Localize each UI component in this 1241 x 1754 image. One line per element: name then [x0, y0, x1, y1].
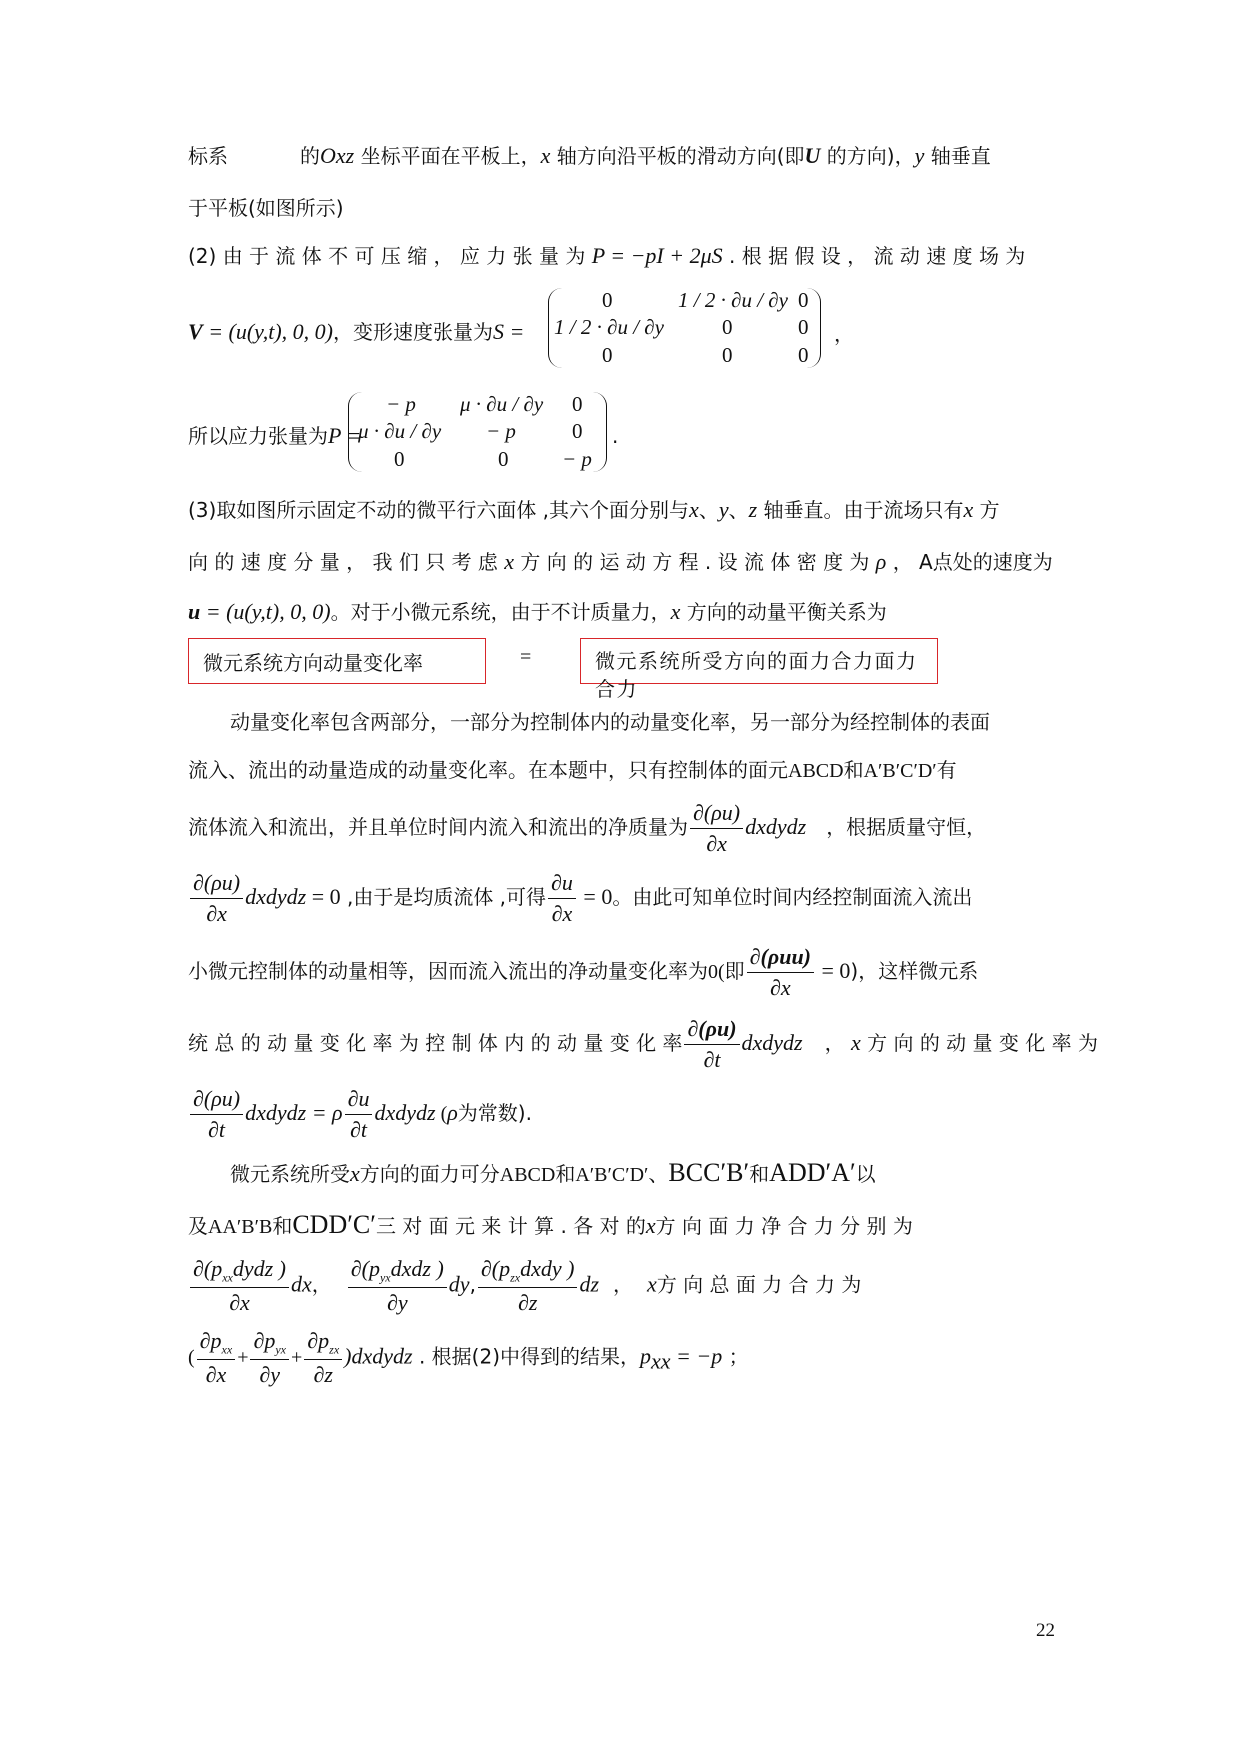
text-line-12 — [188, 870, 972, 927]
text: 。对于小微元系统，由于不计质量力， — [330, 600, 671, 624]
fraction — [348, 1256, 447, 1316]
denominator: ∂x — [206, 901, 227, 926]
denominator: ∂t — [208, 1117, 226, 1142]
math-U: U — [804, 143, 821, 168]
text: ； — [722, 1344, 749, 1369]
text: 为常数). — [457, 1101, 532, 1125]
math-equals-zero: = 0 — [577, 884, 613, 909]
fraction — [345, 1086, 373, 1143]
text: 、 — [648, 1162, 669, 1186]
text: . 根 据 假 设 ， 流 动 速 度 场 为 — [722, 244, 1026, 268]
math-rho: ρ — [875, 549, 887, 574]
text-line-18 — [188, 1256, 861, 1316]
matrix-S — [554, 286, 820, 372]
math-face: AA′B′B — [208, 1216, 273, 1238]
text: ， — [834, 322, 854, 346]
text-line-2: 于平板(如图所示) — [188, 196, 344, 220]
text: ，变形速度张量为 — [333, 320, 494, 344]
text: 。由此可知单位时间内经控制面流入流出 — [612, 885, 973, 909]
denominator: ∂x — [551, 901, 573, 926]
text: ,由于是均质流体 ,可得 — [340, 885, 547, 909]
subscript: xx — [221, 1342, 233, 1357]
text: 流体流入和流出，并且单位时间内流入和流出的净质量为 — [188, 815, 688, 839]
equals-sign: = — [520, 646, 532, 668]
numerator: ∂(ρu) — [690, 800, 743, 829]
math-face-abcd: ABCD — [788, 760, 844, 782]
math-face: A′B′C′D′ — [575, 1164, 649, 1186]
math-differential: dxdydz — [741, 1030, 803, 1055]
subscript: xx — [222, 1270, 233, 1285]
text: ，根据质量守恒， — [826, 815, 987, 839]
math-face-abcd-prime: A′B′C′D′ — [863, 760, 937, 782]
text: 及 — [188, 1214, 208, 1238]
math-x: x — [504, 549, 515, 574]
denominator: ∂x — [229, 1290, 250, 1316]
text: 方 — [973, 498, 1000, 522]
text: 微元系统所受 — [230, 1162, 350, 1186]
matrix-cell: 1 / 2 · ∂u / ∂y — [678, 288, 788, 312]
text-line-6 — [188, 494, 1000, 523]
numerator: ∂p — [199, 1328, 222, 1353]
numerator: ∂u — [548, 870, 576, 899]
math-x: x — [670, 599, 681, 624]
numerator: ∂(ρu) — [190, 1086, 243, 1115]
math-z: z — [748, 497, 758, 522]
text: 和 — [272, 1214, 293, 1238]
fraction — [690, 800, 743, 857]
text-line-16 — [230, 1158, 876, 1188]
math-x: x — [645, 1213, 656, 1238]
matrix-P — [358, 390, 598, 476]
math-x: x — [350, 1161, 360, 1186]
text-line-9: 动量变化率包含两部分，一部分为控制体内的动量变化率，另一部分为经控制体的表面 — [230, 710, 990, 734]
text: 0(即 — [708, 961, 745, 983]
subscript: yx — [379, 1270, 391, 1285]
text: 和 — [749, 1162, 770, 1186]
text-line-13 — [188, 944, 978, 1001]
matrix-cell: − p — [562, 447, 592, 471]
fraction — [304, 1328, 342, 1388]
math-differential: dxdydz — [245, 1100, 307, 1125]
text: 以 — [855, 1162, 876, 1186]
fraction — [190, 1256, 289, 1316]
fraction — [684, 1016, 739, 1073]
text: + — [291, 1346, 303, 1369]
text: , — [469, 1272, 476, 1297]
text: ， — [824, 1031, 851, 1055]
fraction — [197, 1328, 236, 1388]
matrix-cell: 0 — [798, 343, 809, 367]
matrix-cell: 0 — [394, 447, 405, 471]
text: 方 向 的 动 量 变 化 率 为 — [860, 1031, 1098, 1055]
text-line-15 — [188, 1086, 532, 1143]
text-line-10 — [188, 754, 957, 783]
math-p: p — [640, 1343, 651, 1369]
math-x: x — [963, 497, 974, 522]
matrix-cell: 1 / 2 · ∂u / ∂y — [554, 315, 664, 339]
matrix-cell: 0 — [798, 315, 809, 339]
math-equals-zero: = 0 — [816, 958, 851, 983]
denominator: ∂y — [259, 1362, 281, 1388]
textbox-surface-force — [580, 638, 938, 701]
math-differential: dxdydz — [374, 1100, 436, 1125]
math-equals-zero: = 0 — [306, 884, 341, 909]
text-line-8 — [188, 596, 887, 625]
denominator: ∂x — [770, 975, 791, 1000]
text: ， — [613, 1272, 634, 1297]
denominator: ∂z — [313, 1362, 333, 1388]
text: 统 总 的 动 量 变 化 率 为 控 制 体 内 的 动 量 变 化 率 — [188, 1031, 683, 1055]
numerator: ∂(ρu) — [190, 870, 243, 899]
text: 坐标平面在平板上， — [354, 144, 541, 168]
text-line-3 — [188, 240, 1025, 269]
numerator: dydz ) — [232, 1256, 287, 1281]
text: 方向的动量平衡关系为 — [680, 600, 887, 624]
matrix-cell: 0 — [498, 447, 509, 471]
text: ， A点处的速度为 — [886, 550, 1053, 574]
numerator: ∂u — [345, 1086, 373, 1115]
numerator: ∂p — [307, 1328, 330, 1353]
text: 轴垂直。由于流场只有 — [757, 498, 964, 522]
text: 三 对 面 元 来 计 算 . 各 对 的 — [375, 1214, 646, 1238]
denominator: ∂x — [205, 1362, 227, 1388]
numerator: ∂(p — [480, 1256, 511, 1281]
fraction — [250, 1328, 289, 1388]
text-line-7 — [188, 546, 1053, 575]
math-face: CDD′C′ — [292, 1210, 376, 1239]
subscript: yx — [275, 1342, 287, 1357]
math-y: y — [718, 497, 729, 522]
math-x: x — [850, 1030, 861, 1055]
math-face: ADD′A′ — [769, 1158, 856, 1187]
denominator: ∂z — [517, 1290, 538, 1316]
math-V: V — [188, 319, 203, 344]
math-u-vector: u — [188, 599, 201, 624]
fraction — [548, 870, 576, 927]
denominator: ∂t — [350, 1117, 368, 1142]
matrix-cell: 0 — [798, 288, 809, 312]
matrix-cell: 0 — [722, 315, 733, 339]
text: 方 向 总 面 力 合 力 为 — [656, 1272, 862, 1297]
text: . — [612, 424, 619, 448]
math-equals: = — [504, 319, 525, 344]
subscript: zx — [510, 1270, 521, 1285]
numerator: ∂(p — [193, 1256, 223, 1281]
math-equals: = −p — [670, 1343, 723, 1369]
fraction — [190, 1086, 243, 1143]
text: 向 的 速 度 分 量 ， 我 们 只 考 虑 — [188, 550, 505, 574]
text-line-1 — [188, 140, 991, 169]
text-line-11 — [188, 800, 986, 857]
matrix-cell: 0 — [602, 288, 613, 312]
math-velocity-field: = (u(y,t), 0, 0) — [202, 319, 334, 344]
math-x: x — [647, 1271, 657, 1297]
text: (2) 由 于 流 体 不 可 压 缩 ， 应 力 张 量 为 — [188, 244, 592, 268]
text: 方 向 的 运 动 方 程 . 设 流 体 密 度 为 — [514, 550, 876, 574]
numerator: ∂(p — [350, 1256, 380, 1281]
math-stress-tensor: P = −pI + 2μS — [591, 243, 723, 268]
math-P: P — [328, 423, 342, 448]
page-number: 22 — [1036, 1620, 1055, 1641]
text: 的 — [300, 144, 320, 168]
fraction — [478, 1256, 578, 1316]
numerator: ∂(ρuu) — [747, 944, 814, 973]
text: ( — [188, 1346, 195, 1369]
text-line-5 — [188, 420, 361, 449]
text: (3)取如图所示固定不动的微平行六面体 ,其六个面分别与 — [188, 498, 690, 522]
numerator: ∂p — [253, 1328, 276, 1353]
matrix-cell: μ · ∂u / ∂y — [358, 419, 442, 443]
textbox-momentum-rate — [188, 638, 486, 684]
text: ， — [311, 1272, 332, 1297]
text-line-17 — [188, 1210, 913, 1240]
math-differential: dxdydz — [245, 884, 307, 909]
text: 小微元控制体的动量相等，因而流入流出的净动量变化率为 — [188, 959, 708, 983]
text: 方 向 面 力 净 合 力 分 别 为 — [655, 1214, 913, 1238]
math-x: x — [540, 143, 551, 168]
math-equals-rho: = ρ — [306, 1100, 343, 1125]
text: 有 — [936, 758, 957, 782]
math-differential: dxdydz — [745, 814, 807, 839]
math-differential: dz — [579, 1271, 600, 1297]
math-S: S — [493, 319, 505, 344]
math-differential: dy — [448, 1271, 470, 1297]
text: 标系 — [188, 144, 228, 168]
text: 轴垂直 — [924, 144, 991, 168]
matrix-cell: 0 — [572, 392, 583, 416]
denominator: ∂y — [386, 1290, 408, 1316]
matrix-cell: − p — [386, 392, 416, 416]
text: 和 — [555, 1162, 576, 1186]
matrix-cell: 0 — [722, 343, 733, 367]
math-face: ABCD — [499, 1164, 556, 1186]
subscript: zx — [329, 1342, 340, 1357]
matrix-cell: μ · ∂u / ∂y — [460, 392, 544, 416]
numerator: ∂(ρu) — [684, 1016, 739, 1045]
math-velocity: = (u(y,t), 0, 0) — [200, 599, 331, 624]
matrix-cell: − p — [486, 419, 516, 443]
text-line-19 — [188, 1328, 749, 1388]
math-x: x — [689, 497, 699, 522]
fraction — [747, 944, 814, 1001]
math-differential: dx — [291, 1271, 312, 1297]
math-equals: = — [341, 423, 362, 448]
text: 、 — [728, 498, 749, 522]
textbox-label: 微元系统所受方向的面力合力面力合力 — [595, 649, 918, 701]
subscript: xx — [651, 1348, 671, 1374]
text: 和 — [843, 758, 864, 782]
text: . 根据(2)中得到的结果， — [412, 1344, 640, 1369]
text: 流入、流出的动量造成的动量变化率。在本题中，只有控制体的面元 — [188, 758, 788, 782]
text: 轴方向沿平板的滑动方向(即 — [550, 144, 805, 168]
text-line-4 — [188, 316, 524, 345]
matrix-cell: 0 — [602, 343, 613, 367]
denominator: ∂t — [703, 1047, 721, 1072]
numerator: dxdz ) — [390, 1256, 444, 1281]
text: 、 — [698, 498, 719, 522]
text: 所以应力张量为 — [188, 424, 328, 448]
text: )，这样微元系 — [850, 959, 979, 983]
fraction — [190, 870, 243, 927]
textbox-label: 微元系统方向动量变化率 — [203, 651, 423, 675]
math-differential: )dxdydz — [344, 1343, 413, 1369]
text: ( — [435, 1103, 448, 1125]
math-rho: ρ — [447, 1100, 458, 1125]
text-line-14 — [188, 1016, 1098, 1073]
math-y: y — [914, 143, 925, 168]
text: + — [237, 1346, 249, 1369]
denominator: ∂x — [706, 831, 727, 856]
text: 方向的面力可分 — [359, 1162, 500, 1186]
text: 的方向)， — [820, 144, 915, 168]
numerator: dxdy ) — [520, 1256, 575, 1281]
math-face: BCC′B′ — [668, 1158, 750, 1187]
math-oxz: Oxz — [320, 143, 355, 168]
matrix-cell: 0 — [572, 419, 583, 443]
